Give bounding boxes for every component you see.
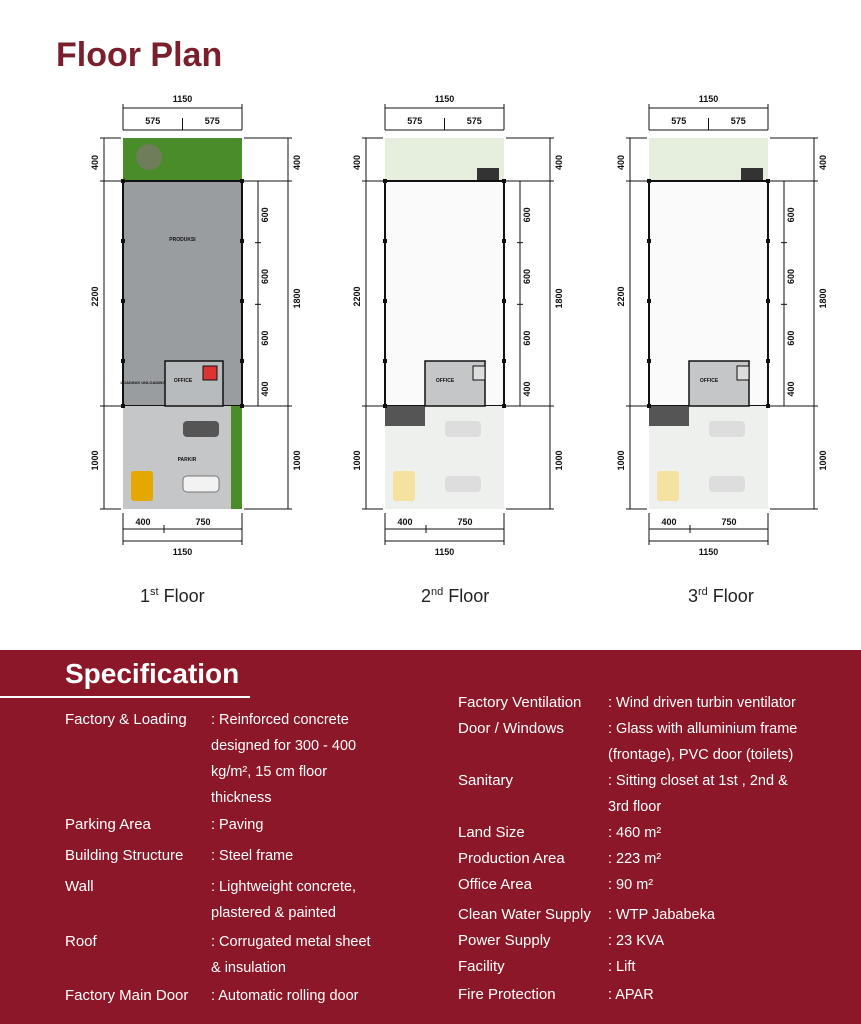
floor-2-dim-seg: 600 [522, 207, 532, 223]
floor-3-dim-seg: 600 [786, 268, 796, 285]
floor-label-2: 2nd Floor [421, 586, 490, 606]
floor-3-column [766, 299, 770, 303]
floor-1-parking-green [231, 406, 242, 509]
specification-underline [0, 696, 250, 698]
floor-3-dim-right-front: 400 [818, 154, 828, 171]
spec-value: : Lift [608, 959, 636, 975]
floor-2-dim-left-middle: 2200 [352, 286, 362, 307]
floor-2-car-icon [445, 476, 481, 492]
floor-1-car-dark-icon [183, 421, 219, 437]
floor-1-column [240, 299, 244, 303]
floor-3-stair-icon [741, 168, 763, 181]
floor-2-dim-right-total: 1800 [554, 288, 564, 309]
spec-value: : Automatic rolling door [211, 988, 359, 1004]
floor-2-dim-bottom-total: 1150 [434, 547, 455, 557]
floor-1-dim-left-middle: 2200 [90, 286, 100, 307]
spec-value: : Wind driven turbin ventilator [608, 695, 796, 711]
spec-label: Clean Water Supply [458, 906, 591, 923]
spec-value: : APAR [608, 987, 654, 1003]
floor-1-column [240, 404, 244, 408]
floor-1-dim-left-back: 1000 [90, 450, 100, 471]
floor-2-column [502, 404, 506, 408]
floor-2-lift-icon [473, 366, 485, 380]
spec-value: : 223 m² [608, 851, 662, 867]
floor-1-column [240, 179, 244, 183]
floor-1-dim-bottom-right: 750 [195, 517, 211, 527]
spec-label: Land Size [458, 824, 525, 841]
floor-1-room-parking: PARKIR [177, 457, 197, 463]
floor-2-column [502, 179, 506, 183]
floor-1-column [240, 239, 244, 243]
floor-3-dim-bottom-left: 400 [661, 517, 677, 527]
spec-value: : Glass with alluminium frame (frontage), PVC door (toilets) [608, 721, 798, 763]
floor-3-dim-left-middle: 2200 [616, 286, 626, 307]
spec-value: : 90 m² [608, 877, 654, 893]
floor-1-column [121, 179, 125, 183]
spec-label: Power Supply [458, 932, 551, 949]
floor-1-column [121, 359, 125, 363]
floor-1-dim-bottom-left: 400 [135, 517, 151, 527]
floor-3-car-yellow-icon [657, 471, 679, 501]
floor-3-dim-left-front: 400 [616, 154, 626, 171]
spec-label: Production Area [458, 850, 565, 867]
floor-3-dim-seg: 600 [786, 207, 796, 223]
floor-3-column [647, 359, 651, 363]
floor-3-column [766, 359, 770, 363]
spec-value: : Lightweight concrete, plastered & painted [211, 879, 357, 921]
floor-2-dim-seg-small: 400 [522, 381, 532, 397]
spec-label: Facility [458, 958, 505, 975]
floor-1-dim-half-right: 575 [204, 116, 220, 126]
floor-2-dim-top-total: 1150 [434, 94, 455, 104]
floor-3-column [647, 239, 651, 243]
floor-3-dim-seg: 600 [786, 330, 796, 346]
floor-1-car-white-icon [183, 476, 219, 492]
floor-1-column [121, 239, 125, 243]
floor-2-dim-half-left: 575 [407, 116, 423, 126]
specification-title: Specification [65, 658, 240, 689]
floor-3-car-icon [709, 421, 745, 437]
floor-3-column [647, 179, 651, 183]
floor-3-car-icon [709, 476, 745, 492]
floor-2-column [383, 239, 387, 243]
spec-label: Building Structure [65, 847, 184, 864]
floor-1-dim-half-left: 575 [145, 116, 161, 126]
floor-2-column [502, 359, 506, 363]
floor-1-dim-right-back: 1000 [292, 450, 302, 471]
spec-label: Office Area [458, 876, 532, 893]
floor-1-lift-icon [203, 366, 217, 380]
spec-label: Wall [65, 878, 94, 895]
floor-3-dim-bottom-total: 1150 [698, 547, 719, 557]
floor-3-dim-right-back: 1000 [818, 450, 828, 471]
spec-label: Sanitary [458, 772, 514, 789]
floor-2-column [502, 239, 506, 243]
floor-3-room-office: OFFICE [699, 378, 719, 384]
specification-panel [0, 650, 861, 1024]
floor-2-dim-bottom-right: 750 [457, 517, 473, 527]
floor-3-column [766, 239, 770, 243]
spec-value: : 23 KVA [608, 933, 665, 949]
floor-1-room-production: PRODUKSI [169, 237, 196, 243]
spec-value: : Steel frame [211, 848, 294, 864]
floor-1-dim-seg-small: 400 [260, 381, 270, 397]
floor-3-column [766, 404, 770, 408]
floor-3-column [647, 299, 651, 303]
floor-2-column [502, 299, 506, 303]
spec-value: : 460 m² [608, 825, 662, 841]
floor-plans [0, 90, 861, 560]
floor-1-dim-top-total: 1150 [172, 94, 193, 104]
spec-label: Roof [65, 933, 97, 950]
floor-2-column [383, 179, 387, 183]
spec-label: Factory Ventilation [458, 694, 582, 711]
floor-1-dim-right-front: 400 [292, 154, 302, 171]
floor-1-dim-right-total: 1800 [292, 288, 302, 309]
floor-2-room-office: OFFICE [435, 378, 455, 384]
floor-1-column [121, 404, 125, 408]
floor-2-dim-left-back: 1000 [352, 450, 362, 471]
floor-1-dim-seg: 600 [260, 330, 270, 346]
floor-2-car-yellow-icon [393, 471, 415, 501]
spec-label: Door / Windows [458, 720, 564, 737]
spec-label: Factory Main Door [65, 987, 189, 1004]
floor-1-column [121, 299, 125, 303]
floor-2-car-icon [445, 421, 481, 437]
floor-2-dim-half-right: 575 [466, 116, 482, 126]
floor-3-column [766, 179, 770, 183]
spec-label: Factory & Loading [65, 711, 187, 728]
floor-2-column [383, 359, 387, 363]
spec-value: : Sitting closet at 1st , 2nd & 3rd floor [608, 773, 788, 815]
floor-2-dim-seg: 600 [522, 330, 532, 346]
floor-1-room-loading: LOADING/ UNLOADING [120, 380, 166, 385]
floor-1-dim-seg: 600 [260, 268, 270, 285]
spec-value: : Reinforced concrete designed for 300 - 400 kg/m², 15 cm floor thickness [211, 712, 357, 806]
floor-2-dim-right-front: 400 [554, 154, 564, 171]
floor-2-void-left [385, 406, 425, 426]
floor-3-void-left [649, 406, 689, 426]
floor-2-stair-icon [477, 168, 499, 181]
floor-2-dim-right-back: 1000 [554, 450, 564, 471]
spec-value: : WTP Jababeka [608, 907, 715, 923]
floor-1-dim-bottom-total: 1150 [172, 547, 193, 557]
page-title: Floor Plan [56, 36, 223, 74]
floor-3-dim-half-left: 575 [671, 116, 687, 126]
spec-value: : Paving [211, 817, 264, 833]
floor-1-car-yellow-icon [131, 471, 153, 501]
floor-2-dim-seg: 600 [522, 268, 532, 285]
floor-3-dim-right-total: 1800 [818, 288, 828, 309]
floor-label-3: 3rd Floor [688, 586, 754, 606]
spec-value: : Corrugated metal sheet & insulation [211, 934, 371, 976]
floor-3-dim-left-back: 1000 [616, 450, 626, 471]
floor-2-column [383, 299, 387, 303]
floor-3-dim-bottom-right: 750 [721, 517, 737, 527]
floor-3-lift-icon [737, 366, 749, 380]
floor-1-room-office: OFFICE [173, 378, 193, 384]
floor-label-1: 1st Floor [140, 586, 205, 606]
spec-label: Parking Area [65, 816, 151, 833]
floor-3-column [647, 404, 651, 408]
floor-2-dim-bottom-left: 400 [397, 517, 413, 527]
floor-3-dim-top-total: 1150 [698, 94, 719, 104]
floor-1-dim-seg: 600 [260, 207, 270, 223]
floor-1-tree-icon [136, 144, 162, 170]
floor-2-dim-left-front: 400 [352, 154, 362, 171]
floor-2-column [383, 404, 387, 408]
spec-label: Fire Protection [458, 986, 556, 1003]
floor-3-dim-half-right: 575 [730, 116, 746, 126]
floor-1-dim-left-front: 400 [90, 154, 100, 171]
floor-1-column [240, 359, 244, 363]
floor-3-dim-seg-small: 400 [786, 381, 796, 397]
